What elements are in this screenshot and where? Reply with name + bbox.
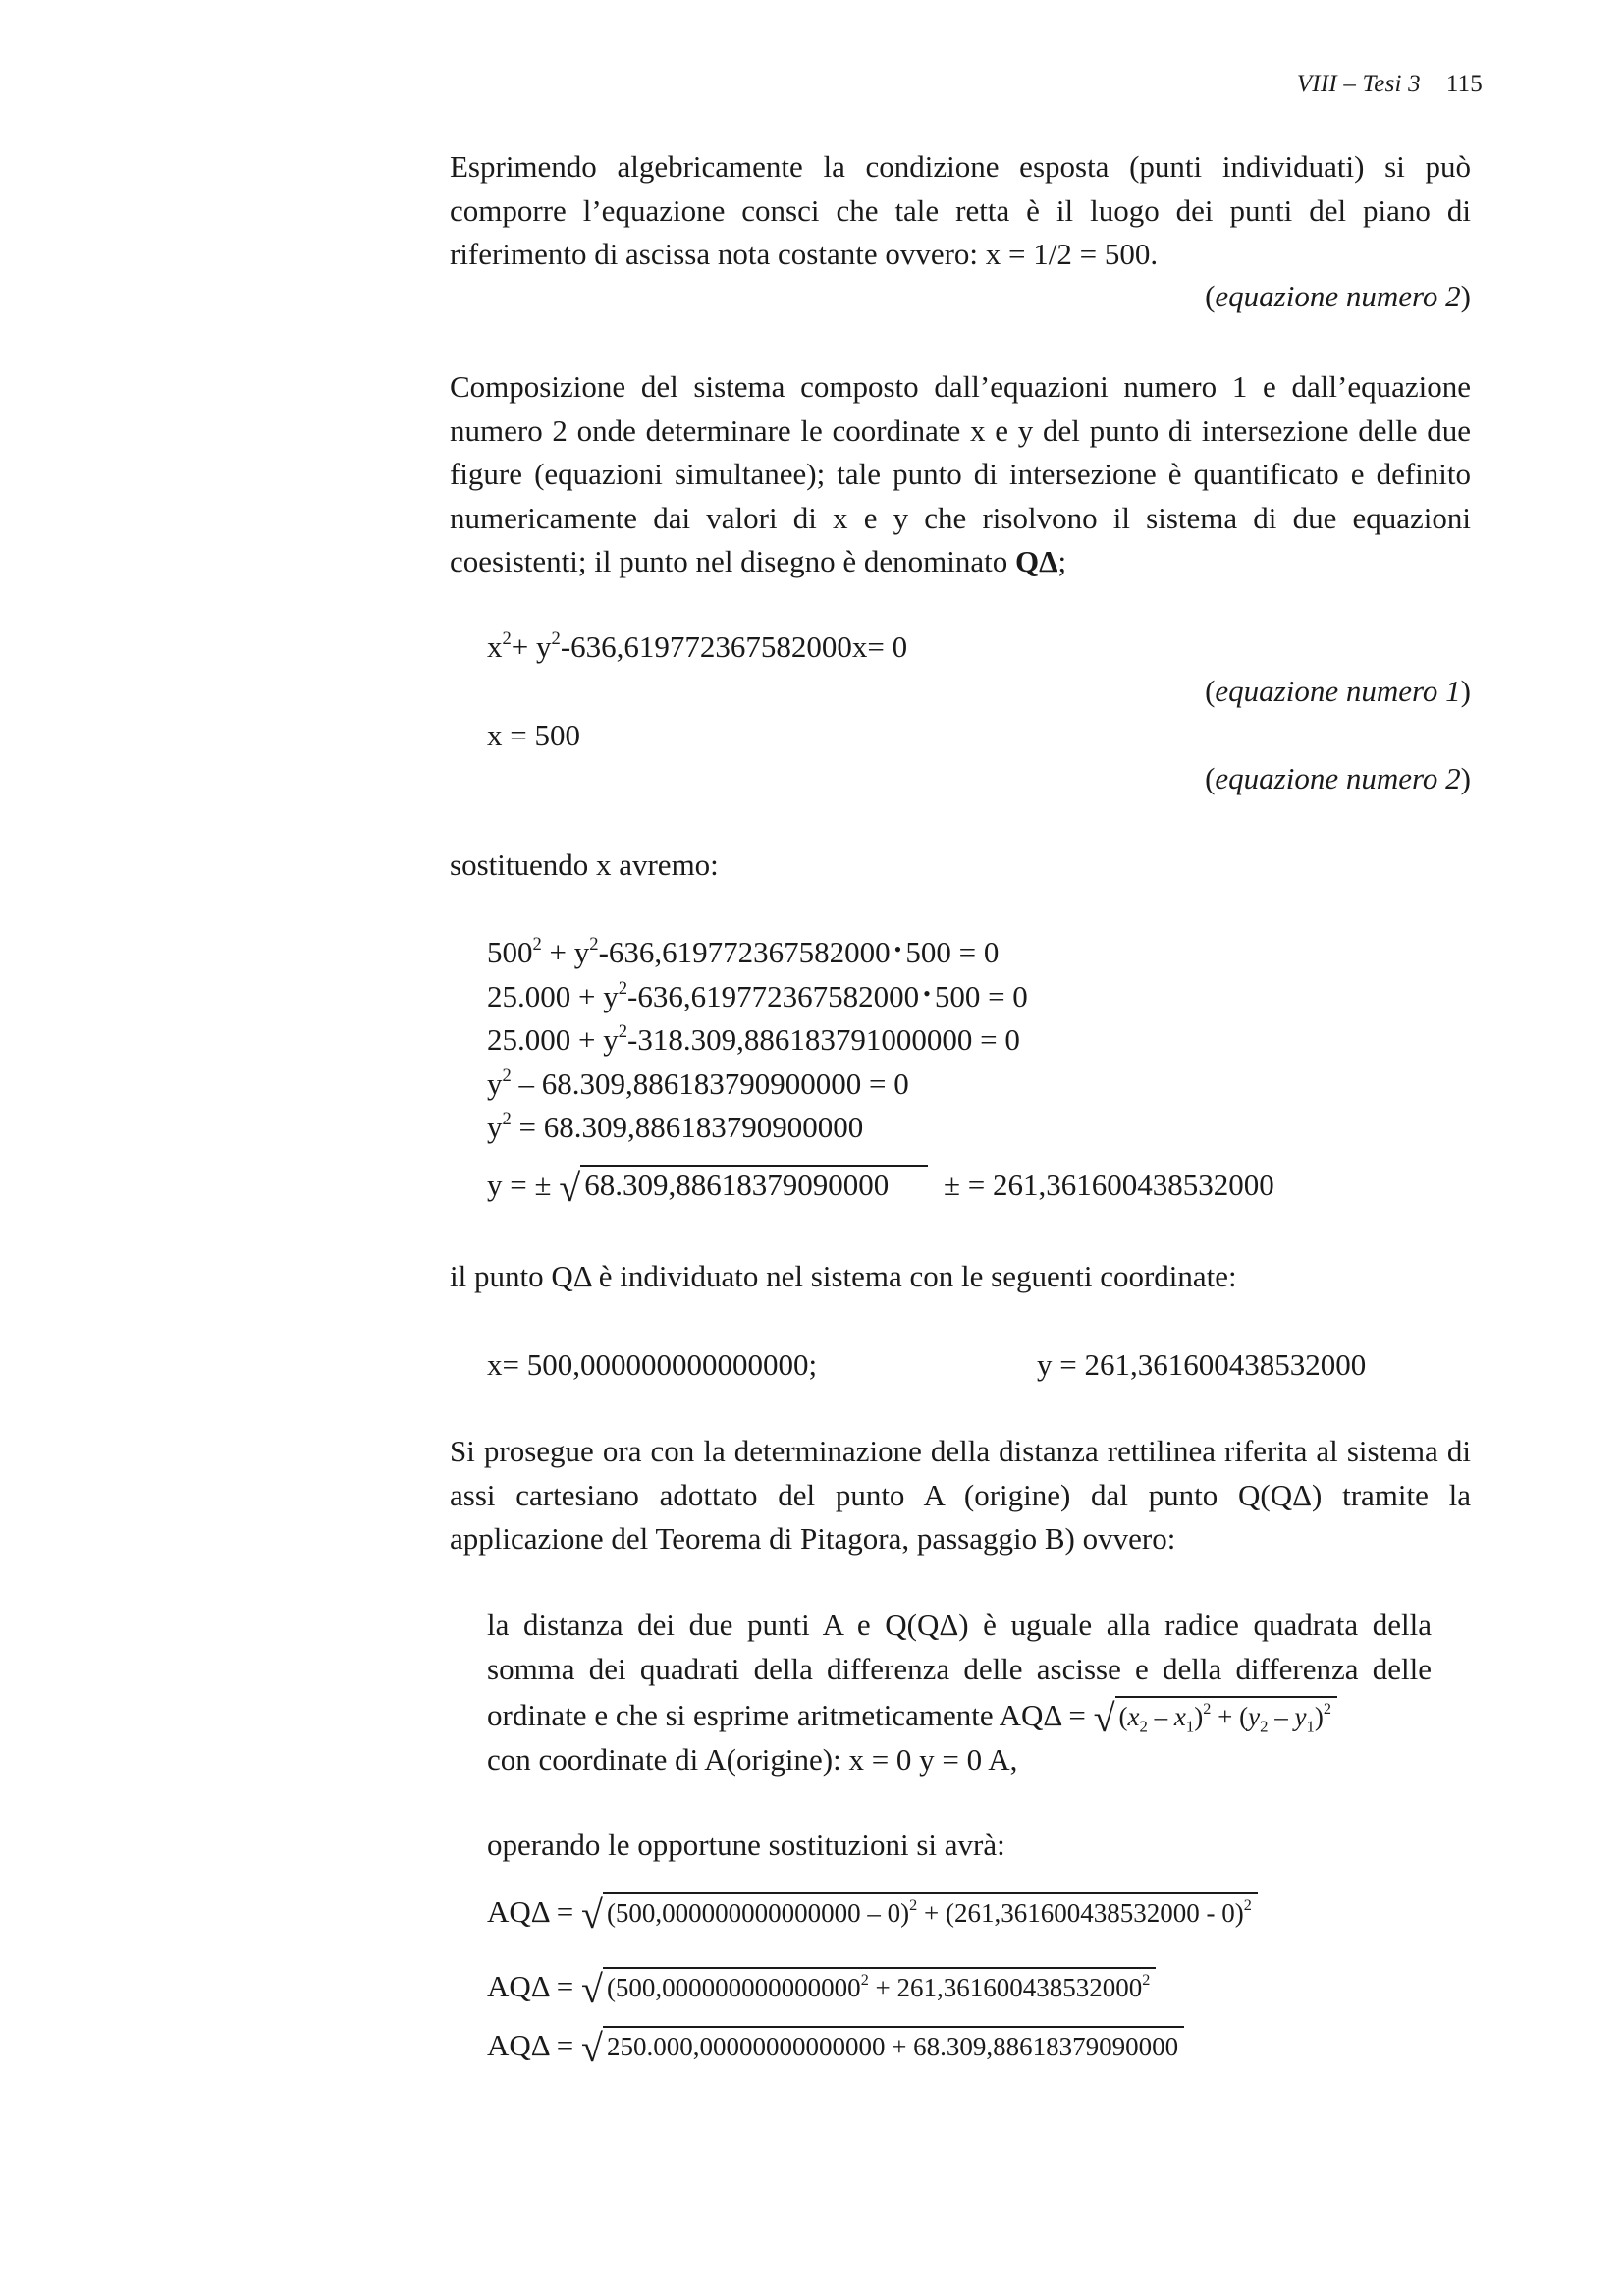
system-equation-1: $x^2+ y^2-636,619772367582000x= 0$ bbox=[487, 628, 908, 664]
paragraph-distance: la distanza dei due punti A e Q(QΔ) è uguale alla radice quadrata della somma dei quadrati della differenza delle ascisse e della differenza delle ordinate e che si esprime aritmeticamente AQΔ = √ $(x_2 - x_1)^2 + (y_2 - y_1)^2$ con coordinate di A(origine): x = 0 y = 0 A, bbox=[487, 1608, 1432, 1777]
equation-tag-2-first: (equazione numero 2) bbox=[1205, 279, 1471, 313]
distance-line-2: AQΔ = √ ($500,000000000000000^2 + 261,361600438532000^2$ bbox=[487, 1962, 1156, 2008]
point-name: QΔ bbox=[1014, 544, 1058, 579]
system-equation-2: x = 500 bbox=[487, 718, 580, 752]
calc-line-5: $y^2 = 68.309,886183790900000$ bbox=[487, 1108, 864, 1144]
equation-tag-2-second: (equazione numero 2) bbox=[1205, 761, 1471, 795]
page-number: 115 bbox=[1445, 71, 1483, 97]
distance-line-3: AQΔ = √ 250.000,00000000000000 + 68.309,88618379090000 bbox=[487, 2021, 1184, 2067]
paragraph-system: Composizione del sistema composto dall’equazioni numero 1 e dall’equazione numero 2 onde determinare le coordinate x e y del punto di intersezione delle due figure (equazioni simultanee); tale punto di intersezione è quantificato e definito numericamente dai valori di x e y che risolvono il sistema di due equazioni coesistenti; il punto nel disegno è denominato QΔ; bbox=[450, 369, 1471, 579]
substitution-intro: operando le opportune sostituzioni si avrà: bbox=[487, 1828, 1005, 1862]
calc-line-2: $25.000 + y^2-636,619772367582000$ • 500 = 0 bbox=[487, 977, 1028, 1013]
calc-line-3: $25.000 + y^2-318.309,886183791000000 = 0$ bbox=[487, 1020, 1020, 1057]
coordinate-y: y = 261,361600438532000 bbox=[1037, 1347, 1367, 1382]
substitution-label: sostituendo x avremo: bbox=[450, 847, 719, 882]
calc-line-4: $y^2 - 68.309,886183790900000 = 0$ bbox=[487, 1065, 909, 1101]
equation-tag-1: (equazione numero 1) bbox=[1205, 674, 1471, 708]
calc-line-1: $500^2 + y^2-636,619772367582000$ • 500 = 0 bbox=[487, 933, 1000, 969]
distance-line-1: AQΔ = √ (500,000000000000000 – 0)$^2$ + (261,361600438532000 - 0)$^2$ bbox=[487, 1887, 1258, 1934]
coordinate-x: x= 500,000000000000000; bbox=[487, 1347, 818, 1382]
distance-formula: √ $(x_2 - x_1)^2 + (y_2 - y_1)^2$ bbox=[1094, 1691, 1337, 1738]
paragraph-intro: Esprimendo algebricamente la condizione esposta (punti individuati) si può comporre l’equazione consci che tale retta è il luogo dei punti del piano di riferimento di ascissa nota costante ovvero: x = 1/2 = 500. bbox=[450, 149, 1471, 272]
header-section: VIII – Tesi 3 bbox=[1296, 71, 1421, 97]
page-header bbox=[1198, 71, 1483, 98]
point-label: il punto QΔ è individuato nel sistema con le seguenti coordinate: bbox=[450, 1259, 1237, 1293]
paragraph-pythagoras: Si prosegue ora con la determinazione della distanza rettilinea riferita al sistema di assi cartesiano adottato del punto A (origine) dal punto Q(QΔ) tramite la applicazione del Teorema di Pitagora, passaggio B) ovvero: bbox=[450, 1434, 1471, 1557]
square-root: √ 68.309,88618379090000 bbox=[559, 1161, 928, 1207]
calc-line-6: y = ± √ 68.309,88618379090000 ± = 261,361600438532000 bbox=[487, 1161, 1274, 1207]
